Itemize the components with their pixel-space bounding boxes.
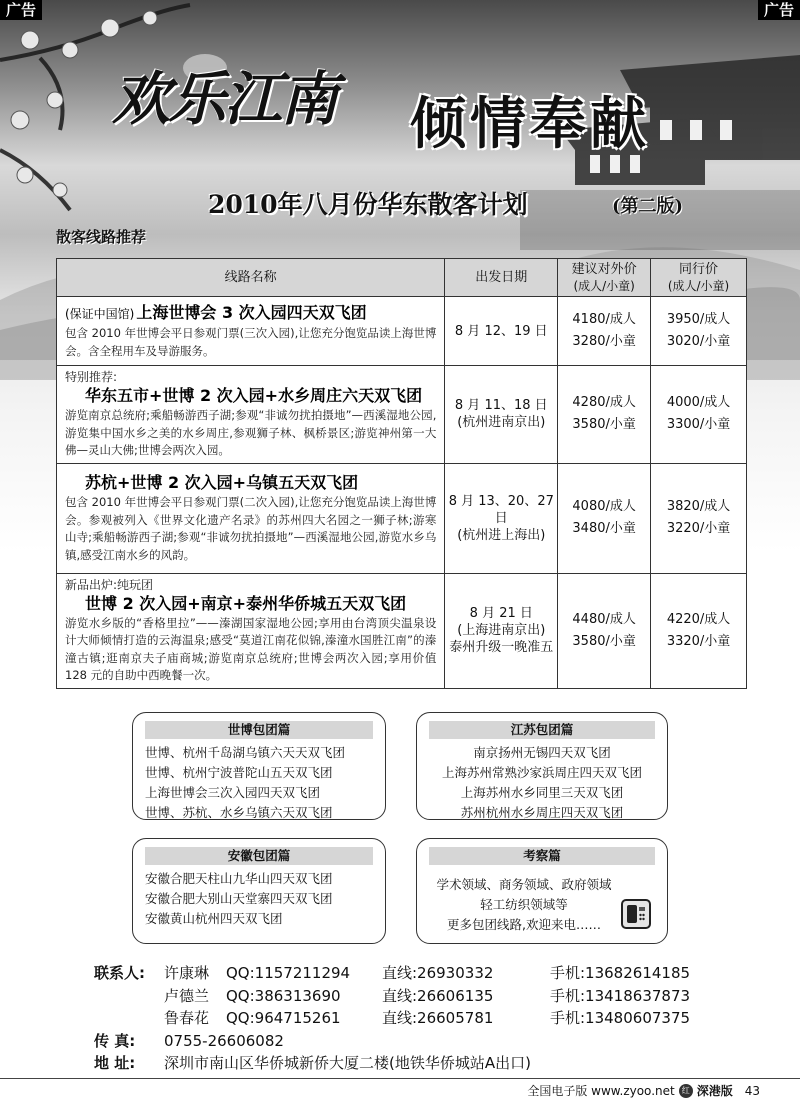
table-row [57, 366, 747, 464]
package-item: 世博、杭州宁波普陀山五天双飞团 [145, 765, 333, 780]
telephone-icon [621, 899, 651, 929]
route-name-cell [57, 297, 445, 366]
route-title-text: 上海世博会 3 次入园四天双飞团 [136, 303, 367, 322]
package-box-jiangsu [416, 712, 668, 820]
package-item: 上海苏州常熟沙家浜周庄四天双飞团 [441, 765, 642, 780]
route-title: 世博 2 次入园+南京+泰州华侨城五天双飞团 [85, 593, 407, 613]
contact-tel: 直线:26605781 [382, 1009, 494, 1027]
route-tag: 新品出炉:纯玩团 [65, 577, 154, 592]
footer-site: 全国电子版 www.zyoo.net [527, 1084, 675, 1098]
ad-tag-right: 广告 [758, 0, 800, 20]
header-route-name: 线路名称 [57, 259, 445, 297]
price-child: 3280/小童 [572, 334, 636, 349]
package-item: 苏州杭州水乡周庄四天双飞团 [460, 805, 624, 820]
package-item: 上海苏州水乡同里三天双飞团 [460, 785, 624, 800]
route-date: 8 月 11、18 日 [454, 398, 548, 414]
package-item: 更多包团线路,欢迎来电…… [447, 917, 601, 932]
package-item: 世博、苏杭、水乡乌镇六天双飞团 [145, 805, 333, 820]
route-prefix: (保证中国馆) [65, 307, 135, 321]
contact-mobile: 手机:13480607375 [550, 1009, 691, 1027]
route-date-note: (上海进南京出) [457, 623, 546, 638]
contact-row [94, 1007, 774, 1030]
price-adult: 4280/成人 [572, 395, 636, 411]
route-date-cell [445, 297, 558, 366]
header-suggested-price [558, 259, 651, 297]
route-title: 华东五市+世博 2 次入园+水乡周庄六天双飞团 [85, 386, 423, 405]
banner-title-right: 倾情奉献 [410, 91, 650, 157]
contact-name: 卢德兰 [164, 986, 210, 1005]
peer-child: 3020/小童 [666, 334, 731, 349]
package-item: 南京扬州无锡四天双飞团 [473, 745, 611, 760]
route-description: 游览水乡版的“香格里拉”——溱湖国家湿地公园;享用由台湾顶尖温泉设计大师倾情打造的云海温泉;感受“莫道江南花似锦,溱潼水国胜江南”的溱潼古镇;逛南京夫子庙商城;游览南京总统府;世博会两次入园;享用价值 128 元的自助中西晚餐一次。 [65, 615, 437, 682]
banner-title-left: 欢乐江南 [112, 65, 337, 133]
header-suggested-price-label: 建议对外价 [571, 261, 637, 277]
package-box-expo [132, 712, 386, 820]
fax-label: 传 真: [94, 1031, 136, 1050]
price-adult: 4080/成人 [572, 499, 636, 514]
fax-number: 0755-26606082 [164, 1031, 284, 1050]
brand-logo-icon: 红 [679, 1084, 693, 1098]
package-title-study: 考察篇 [429, 847, 655, 865]
route-peer-cell [651, 573, 747, 688]
route-name-cell [57, 573, 445, 688]
header-departure-date: 出发日期 [445, 259, 558, 297]
route-date: 8 月 21 日 [469, 606, 533, 621]
header-suggested-price-sub: (成人/小童) [573, 278, 635, 293]
package-item: 世博、杭州千岛湖乌镇六天天双飞团 [145, 745, 346, 760]
banner-subtitle: 2010年八月份华东散客计划 [208, 190, 528, 219]
package-title-jiangsu: 江苏包团篇 [429, 721, 655, 739]
route-date-cell [445, 463, 558, 573]
route-date-upgrade: 泰州升级一晚准五 [449, 640, 554, 655]
package-title-anhui: 安徽包团篇 [145, 847, 373, 865]
header-peer-price [651, 259, 747, 297]
peer-adult: 4000/成人 [666, 395, 731, 411]
route-date: 8 月 12、19 日 [454, 323, 548, 339]
address-text: 深圳市南山区华侨城新侨大厦二楼(地铁华侨城站A出口) [164, 1054, 531, 1072]
route-peer-cell [651, 463, 747, 573]
contact-qq: QQ:1157211294 [226, 964, 351, 982]
peer-child: 3220/小童 [666, 521, 731, 536]
package-title-expo: 世博包团篇 [145, 721, 373, 739]
table-row [57, 463, 747, 573]
peer-child: 3300/小童 [666, 417, 731, 433]
route-price-cell [558, 573, 651, 688]
routes-table [56, 258, 747, 689]
peer-adult: 3820/成人 [666, 499, 731, 514]
route-date-cell [445, 573, 558, 688]
route-date-note: (杭州进南京出) [457, 415, 546, 431]
route-title: 苏杭+世博 2 次入园+乌镇五天双飞团 [85, 473, 359, 492]
contact-name: 鲁春花 [164, 1009, 210, 1027]
contact-block [94, 962, 774, 1075]
footer-edition: 深港版 [696, 1084, 733, 1098]
package-box-anhui [132, 838, 386, 944]
route-description: 游览南京总统府;乘船畅游西子湖;参观“非诚勿扰拍摄地”—西溪湿地公园,游览集中国水乡之美的水乡周庄,参观狮子林、枫桥景区;游览神州第一大佛—灵山大佛;世博会两次入园。 [65, 408, 437, 457]
route-peer-cell [651, 297, 747, 366]
route-name-cell [57, 463, 445, 573]
price-child: 3480/小童 [572, 521, 636, 536]
route-name-cell [57, 366, 445, 464]
package-item: 安徽黄山杭州四天双飞团 [145, 911, 283, 926]
peer-child: 3320/小童 [666, 633, 731, 649]
fax-row [94, 1030, 774, 1053]
footer [527, 1082, 760, 1099]
route-price-cell [558, 297, 651, 366]
contact-qq: QQ:964715261 [226, 1009, 341, 1027]
footer-divider [0, 1078, 800, 1079]
contact-tel: 直线:26606135 [382, 986, 494, 1005]
package-item: 学术领域、商务领域、政府领域 [436, 877, 612, 892]
route-price-cell [558, 366, 651, 464]
page-number: 43 [744, 1083, 760, 1098]
route-tag: 特别推荐: [65, 370, 118, 384]
contact-name: 许康琳 [164, 964, 210, 982]
route-description: 包含 2010 年世博会平日参观门票(二次入园),让您充分饱览品读上海世博会。参观被列入《世界文化遗产名录》的苏州四大名园之一狮子林;游寒山寺;乘船畅游西子湖;参观“非诚勿扰拍摄地”—西溪湿地公园,游览水乡乌镇,感受江南水乡的风韵。 [65, 495, 437, 562]
banner-edition: (第二版) [612, 196, 684, 217]
header-peer-price-sub: (成人/小童) [667, 278, 730, 293]
table-row [57, 573, 747, 688]
section-label: 散客线路推荐 [56, 228, 147, 246]
contact-row [94, 962, 774, 985]
peer-adult: 4220/成人 [666, 611, 731, 627]
contact-qq: QQ:386313690 [226, 986, 341, 1005]
route-description: 包含 2010 年世博会平日参观门票(三次入园),让您充分饱览品读上海世博会。含全程用车及导游服务。 [65, 326, 437, 358]
price-child: 3580/小童 [572, 417, 636, 433]
route-date: 8 月 13、20、27 日 [448, 493, 554, 526]
route-date-note: (杭州进上海出) [457, 527, 546, 543]
route-price-cell [558, 463, 651, 573]
price-adult: 4180/成人 [572, 312, 636, 327]
price-adult: 4480/成人 [572, 611, 636, 627]
price-child: 3580/小童 [572, 633, 636, 649]
table-row [57, 297, 747, 366]
route-date-cell [445, 366, 558, 464]
contact-tel: 直线:26930332 [382, 964, 494, 982]
package-item: 上海世博会三次入园四天双飞团 [145, 785, 321, 800]
header-peer-price-label: 同行价 [679, 261, 719, 277]
package-item: 轻工纺织领域等 [480, 897, 568, 912]
contact-mobile: 手机:13682614185 [550, 964, 691, 982]
ad-tag-left: 广告 [0, 0, 42, 20]
package-box-study [416, 838, 668, 944]
contact-label: 联系人: [94, 964, 145, 982]
address-label: 地 址: [94, 1054, 136, 1072]
peer-adult: 3950/成人 [666, 312, 731, 327]
package-item: 安徽合肥天柱山九华山四天双飞团 [145, 871, 333, 886]
route-peer-cell [651, 366, 747, 464]
contact-mobile: 手机:13418637873 [550, 986, 691, 1005]
route-title [65, 302, 436, 325]
package-item: 安徽合肥大别山天堂寨四天双飞团 [145, 891, 333, 906]
address-row [94, 1052, 774, 1075]
contact-row [94, 985, 774, 1008]
